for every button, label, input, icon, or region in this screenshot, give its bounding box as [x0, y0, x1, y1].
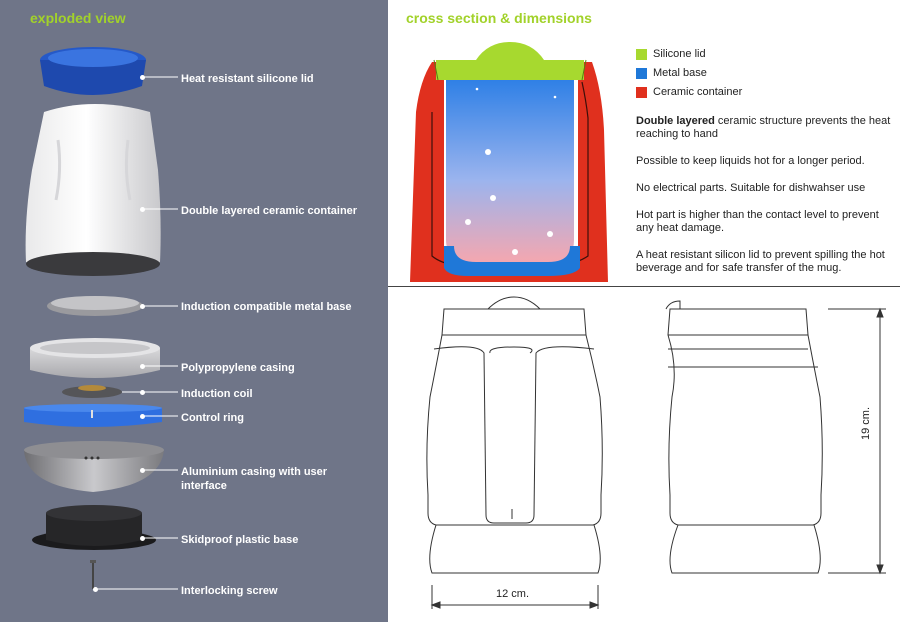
legend-ceramic-container [636, 86, 742, 98]
cross-section-panel [388, 0, 900, 622]
feature-text: Possible to keep liquids hot for a longer period. [636, 155, 865, 167]
legend-swatch [636, 49, 647, 60]
height-dimension-label: 19 cm. [860, 406, 872, 440]
legend-label: Metal base [653, 67, 707, 79]
legend-label: Silicone lid [653, 48, 706, 60]
cross-section-illustration [388, 0, 900, 290]
part-label: Induction compatible metal base [181, 301, 352, 313]
part-label: Induction coil [181, 388, 253, 400]
feature-text: A heat resistant silicon lid to prevent spilling the hot beverage and for safe transfer of the mug. [636, 249, 885, 274]
feature-text: No electrical parts. Suitable for dishwahser use [636, 182, 866, 194]
feature-text: Hot part is higher than the contact level to prevent any heat damage. [636, 209, 879, 234]
part-label: Heat resistant silicone lid [181, 73, 314, 85]
part-label: Polypropylene casing [181, 362, 295, 374]
feature-text: Double layered ceramic structure prevents the heat reaching to hand [636, 115, 891, 140]
exploded-view-title: exploded view [30, 10, 126, 26]
part-label: Interlocking screw [181, 585, 278, 597]
legend-label: Ceramic container [653, 86, 743, 98]
legend-swatch [636, 68, 647, 79]
cross-section-title: cross section & dimensions [406, 10, 592, 26]
exploded-view-panel [0, 0, 388, 622]
part-label: Skidproof plastic base [181, 534, 299, 546]
legend-silicone-lid [636, 48, 706, 60]
part-label: Double layered ceramic container [181, 205, 358, 217]
dimension-drawings [388, 287, 900, 622]
callout-lines [0, 0, 388, 622]
legend-metal-base [636, 67, 707, 79]
width-dimension-label: 12 cm. [496, 588, 530, 600]
lid-section [436, 60, 584, 80]
legend-swatch [636, 87, 647, 98]
part-label: Control ring [181, 412, 244, 424]
part-label: Aluminium casing with user interface [181, 466, 328, 492]
liquid-section [446, 80, 574, 262]
